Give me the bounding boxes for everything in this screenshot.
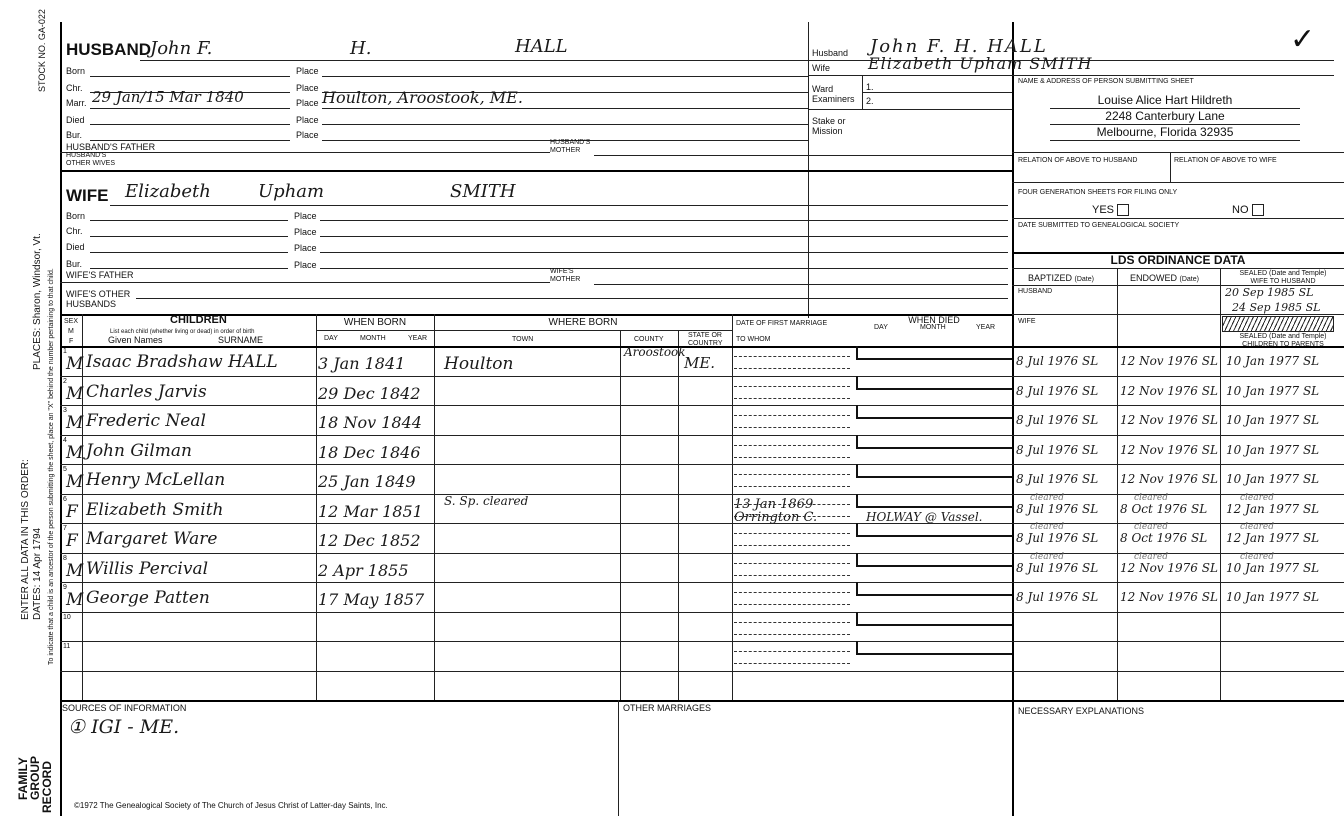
row-sex: M <box>66 413 84 433</box>
row-divider <box>60 612 1344 613</box>
title-family: FAMILY <box>16 757 30 800</box>
cleared-note-sealed: cleared <box>1240 551 1275 562</box>
husband-father-label: HUSBAND'S FATHER <box>66 142 156 152</box>
child-county: Aroostook <box>624 345 686 359</box>
marriage-dash <box>734 545 850 546</box>
sealed-children-label: CHILDREN TO PARENTS <box>1242 341 1324 348</box>
side-enter-order: ENTER ALL DATA IN THIS ORDER: <box>20 459 31 620</box>
yes-option[interactable]: YES <box>1092 204 1129 216</box>
cleared-note-baptized: cleared <box>1030 522 1065 532</box>
cleared-note-endowed: cleared <box>1134 551 1169 562</box>
cleared-note-baptized: cleared <box>1030 551 1065 562</box>
died-tick <box>856 435 858 449</box>
wife-father-label: WIFE'S FATHER <box>66 270 134 280</box>
husband-other-wives-label: OTHER WIVES <box>66 160 116 167</box>
sources-label: SOURCES OF INFORMATION <box>62 703 187 713</box>
died-tick <box>856 612 858 626</box>
right-husband-label: Husband <box>812 48 849 58</box>
husband-given: John F. <box>150 38 213 59</box>
husband-chr-label: Chr. <box>66 83 83 93</box>
husband-bur-label: Bur. <box>66 130 83 140</box>
husband-born-label: Born <box>66 66 86 76</box>
child-endowed: 12 Nov 1976 SL <box>1120 560 1218 575</box>
child-name: Elizabeth Smith <box>86 499 224 520</box>
child-name: Charles Jarvis <box>86 381 207 402</box>
marriage-dash <box>734 474 850 475</box>
child-born: 12 Dec 1852 <box>318 531 421 550</box>
child-born: 3 Jan 1841 <box>318 354 406 373</box>
child-endowed: 12 Nov 1976 SL <box>1120 442 1218 457</box>
ward-label: Ward <box>812 84 834 94</box>
marriage-dash <box>734 504 850 505</box>
cleared-note-sealed: cleared <box>1240 522 1275 532</box>
died-tick <box>856 523 858 537</box>
died-tick <box>856 494 858 508</box>
cleared-note-endowed: cleared <box>1134 492 1169 503</box>
child-born: 18 Dec 1846 <box>318 442 421 462</box>
child-baptized: 8 Jul 1976 SL <box>1016 531 1099 545</box>
husband-marr-label: Marr. <box>66 98 87 108</box>
hatched-block <box>1222 316 1334 332</box>
row-number: 3 <box>63 407 67 414</box>
child-baptized: 8 Jul 1976 SL <box>1016 383 1099 398</box>
child-endowed: 12 Nov 1976 SL <box>1120 472 1218 486</box>
marriage-dash <box>734 415 850 416</box>
died-tick <box>856 464 858 478</box>
left-border <box>60 22 62 816</box>
child-sealed: 10 Jan 1977 SL <box>1226 442 1320 457</box>
row-number: 5 <box>63 466 67 473</box>
child-state: ME. <box>684 354 716 372</box>
row-sex: M <box>66 590 84 610</box>
yes-checkbox[interactable] <box>1117 204 1129 216</box>
row-number: 8 <box>63 554 67 562</box>
submitter-name: Louise Alice Hart Hildreth <box>1097 93 1233 107</box>
row-divider <box>60 376 1344 377</box>
right-wife-value: Elizabeth Upham SMITH <box>868 54 1093 73</box>
row-divider <box>60 435 1344 436</box>
died-line <box>856 594 1012 596</box>
right-wife-label: Wife <box>812 63 830 73</box>
child-name: Margaret Ware <box>86 529 218 549</box>
child-endowed: 12 Nov 1976 SL <box>1120 413 1218 427</box>
died-line <box>856 388 1012 390</box>
child-sealed: 10 Jan 1977 SL <box>1226 560 1320 575</box>
child-endowed: 12 Nov 1976 SL <box>1120 590 1218 604</box>
child-baptized: 8 Jul 1976 SL <box>1016 560 1099 575</box>
child-baptized: 8 Jul 1976 SL <box>1016 354 1099 368</box>
marriage-dash <box>734 634 850 635</box>
died-line <box>856 447 1012 449</box>
marriage-dash <box>734 651 850 652</box>
row-number: 11 <box>63 643 71 650</box>
right-divider <box>1012 22 1014 816</box>
marriage-dash <box>734 356 850 357</box>
submitter-city: Melbourne, Florida 32935 <box>1096 125 1234 139</box>
marriage-dash <box>734 533 850 534</box>
child-sealed: 10 Jan 1977 SL <box>1226 413 1320 427</box>
other-marriages-label: OTHER MARRIAGES <box>623 703 712 713</box>
row-number: 2 <box>63 377 67 385</box>
child-baptized: 8 Jul 1976 SL <box>1016 501 1099 516</box>
title-group: GROUP <box>28 755 42 800</box>
child-sealed: 10 Jan 1977 SL <box>1226 472 1320 486</box>
child-born: 29 Dec 1842 <box>318 383 421 403</box>
child-sealed: 10 Jan 1977 SL <box>1226 590 1320 604</box>
marriage-dash <box>734 604 850 605</box>
endowed-label: ENDOWED (Date) <box>1130 273 1199 283</box>
date-submitted-label: DATE SUBMITTED TO GENEALOGICAL SOCIETY <box>1018 222 1180 229</box>
wife-row-label: WIFE <box>1018 318 1036 325</box>
child-baptized: 8 Jul 1976 SL <box>1016 413 1099 427</box>
cleared-note-endowed: cleared <box>1134 522 1169 532</box>
marriage-dash <box>734 368 850 369</box>
child-endowed: 12 Nov 1976 SL <box>1120 383 1218 398</box>
husband-surname: HALL <box>515 36 568 57</box>
child-baptized: 8 Jul 1976 SL <box>1016 472 1099 486</box>
child-name: Henry McLellan <box>86 470 226 490</box>
row-divider <box>60 641 1344 642</box>
lds-title: LDS ORDINANCE DATA <box>1110 253 1246 267</box>
marriage-dash <box>734 457 850 458</box>
died-line <box>856 476 1012 478</box>
row-sex: F <box>66 531 78 551</box>
wife-middle: Upham <box>258 181 325 202</box>
row-sex: M <box>66 383 84 404</box>
row-divider <box>60 671 1344 672</box>
wife-label: WIFE <box>66 186 109 205</box>
died-line <box>856 624 1012 626</box>
child-endowed: 12 Nov 1976 SL <box>1120 354 1218 368</box>
died-line <box>856 535 1012 537</box>
husband-row-label: HUSBAND <box>1018 288 1053 295</box>
marriage-dash <box>734 592 850 593</box>
row-sex: M <box>66 472 84 492</box>
wife-mother-label: MOTHER <box>550 276 581 283</box>
child-born: 2 Apr 1855 <box>318 560 409 580</box>
child-baptized: 8 Jul 1976 SL <box>1016 442 1099 457</box>
child-name: Isaac Bradshaw HALL <box>86 352 278 372</box>
wife-other-husbands-label: HUSBANDS <box>66 299 117 309</box>
children-title: CHILDREN <box>170 314 227 326</box>
submitter-street: 2248 Canterbury Lane <box>1105 109 1225 123</box>
died-tick <box>856 405 858 419</box>
relation-husband-label: RELATION OF ABOVE TO HUSBAND <box>1018 157 1138 164</box>
marriage-dash <box>734 563 850 564</box>
died-tick <box>856 553 858 567</box>
died-line <box>856 506 1012 508</box>
marriage-dash <box>734 575 850 576</box>
child-town: S. Sp. cleared <box>444 493 529 508</box>
row-number: 10 <box>63 613 71 621</box>
no-checkbox[interactable] <box>1252 204 1264 216</box>
row-number: 9 <box>63 584 67 591</box>
child-died: HOLWAY @ Vassel. <box>866 509 983 524</box>
sealed-value-2: 24 Sep 1985 SL <box>1232 301 1321 314</box>
row-sex: M <box>66 560 84 581</box>
died-line <box>856 653 1012 655</box>
stake-label: Mission <box>812 126 843 136</box>
child-name: Willis Percival <box>86 558 209 579</box>
row-number: 4 <box>63 436 67 444</box>
copyright: ©1972 The Genealogical Society of The Church of Jesus Christ of Latter-day Saints, Inc. <box>74 801 388 810</box>
wife-surname: SMITH <box>450 181 516 202</box>
died-tick <box>856 376 858 390</box>
sealed-wife-label: WIFE TO HUSBAND <box>1250 278 1316 285</box>
wife-given: Elizabeth <box>125 181 211 202</box>
submitter-label: NAME & ADDRESS OF PERSON SUBMITTING SHEET <box>1018 78 1194 85</box>
child-sealed: 12 Jan 1977 SL <box>1226 501 1320 516</box>
relation-wife-label: RELATION OF ABOVE TO WIFE <box>1174 157 1277 164</box>
husband-marr-date: 29 Jan/15 Mar 1840 <box>92 88 244 106</box>
row-sex: M <box>66 354 84 374</box>
side-x-note: To indicate that a child is an ancestor of the person submitting the sheet, place an "X" behind the number pertaining to that child. <box>48 268 55 665</box>
cleared-note-sealed: cleared <box>1240 492 1275 503</box>
died-tick <box>856 346 858 360</box>
died-line <box>856 417 1012 419</box>
right-husband-value: John F. H. HALL <box>870 36 1048 57</box>
died-line <box>856 358 1012 360</box>
child-sealed: 10 Jan 1977 SL <box>1226 354 1320 368</box>
died-tick <box>856 641 858 655</box>
child-town: Houlton <box>444 354 514 374</box>
marriage-dash <box>734 386 850 387</box>
marriage-dash <box>734 516 850 517</box>
marriage-dash <box>734 622 850 623</box>
died-tick <box>856 582 858 596</box>
marriage-dash <box>734 663 850 664</box>
row-number: 7 <box>63 525 67 532</box>
marriage-dash <box>734 445 850 446</box>
husband-died-label: Died <box>66 115 85 125</box>
died-line <box>856 565 1012 567</box>
marriage-dash <box>734 486 850 487</box>
marriage-dash <box>734 427 850 428</box>
marriage-dash <box>734 398 850 399</box>
no-option[interactable]: NO <box>1232 204 1264 216</box>
row-divider <box>60 464 1344 465</box>
child-born: 25 Jan 1849 <box>318 472 416 491</box>
child-born: 12 Mar 1851 <box>318 501 423 521</box>
child-name: George Patten <box>86 588 210 608</box>
sources-value: ① IGI - ME. <box>68 716 180 738</box>
row-divider <box>60 582 1344 583</box>
child-sealed: 10 Jan 1977 SL <box>1226 383 1320 398</box>
child-name: Frederic Neal <box>86 411 206 431</box>
row-sex: F <box>66 501 78 522</box>
baptized-label: BAPTIZED (Date) <box>1028 273 1094 283</box>
four-gen-label: FOUR GENERATION SHEETS FOR FILING ONLY <box>1018 189 1178 196</box>
child-endowed: 8 Oct 1976 SL <box>1120 531 1208 545</box>
side-places: PLACES: Sharon, Windsor, Vt. <box>32 233 43 370</box>
husband-label: HUSBAND <box>66 40 151 59</box>
child-marriage: 13 Jan 1869 Orrington C. <box>734 496 818 525</box>
child-name: John Gilman <box>86 440 193 461</box>
child-baptized: 8 Jul 1976 SL <box>1016 590 1099 604</box>
cleared-note-baptized: cleared <box>1030 492 1065 503</box>
side-dates: DATES: 14 Apr 1794 <box>32 527 43 620</box>
husband-marr-place: Houlton, Aroostook, ME. <box>322 88 523 107</box>
title-record: RECORD <box>40 760 54 813</box>
check-icon: ✓ <box>1290 22 1316 57</box>
child-born: 17 May 1857 <box>318 590 425 609</box>
row-sex: M <box>66 442 84 463</box>
examiners-label: Examiners <box>812 94 855 104</box>
husband-middle: H. <box>350 38 372 59</box>
stock-number: STOCK NO. GA-022 <box>37 9 47 92</box>
sealed-value-1: 20 Sep 1985 SL <box>1225 286 1314 299</box>
row-divider <box>60 405 1344 406</box>
child-sealed: 12 Jan 1977 SL <box>1226 531 1320 545</box>
child-born: 18 Nov 1844 <box>318 413 422 432</box>
row-number: 6 <box>63 495 67 503</box>
row-number: 1 <box>63 348 67 355</box>
child-endowed: 8 Oct 1976 SL <box>1120 501 1208 516</box>
husband-mother-label: MOTHER <box>550 147 581 154</box>
necessary-explanations-label: NECESSARY EXPLANATIONS <box>1018 706 1145 716</box>
